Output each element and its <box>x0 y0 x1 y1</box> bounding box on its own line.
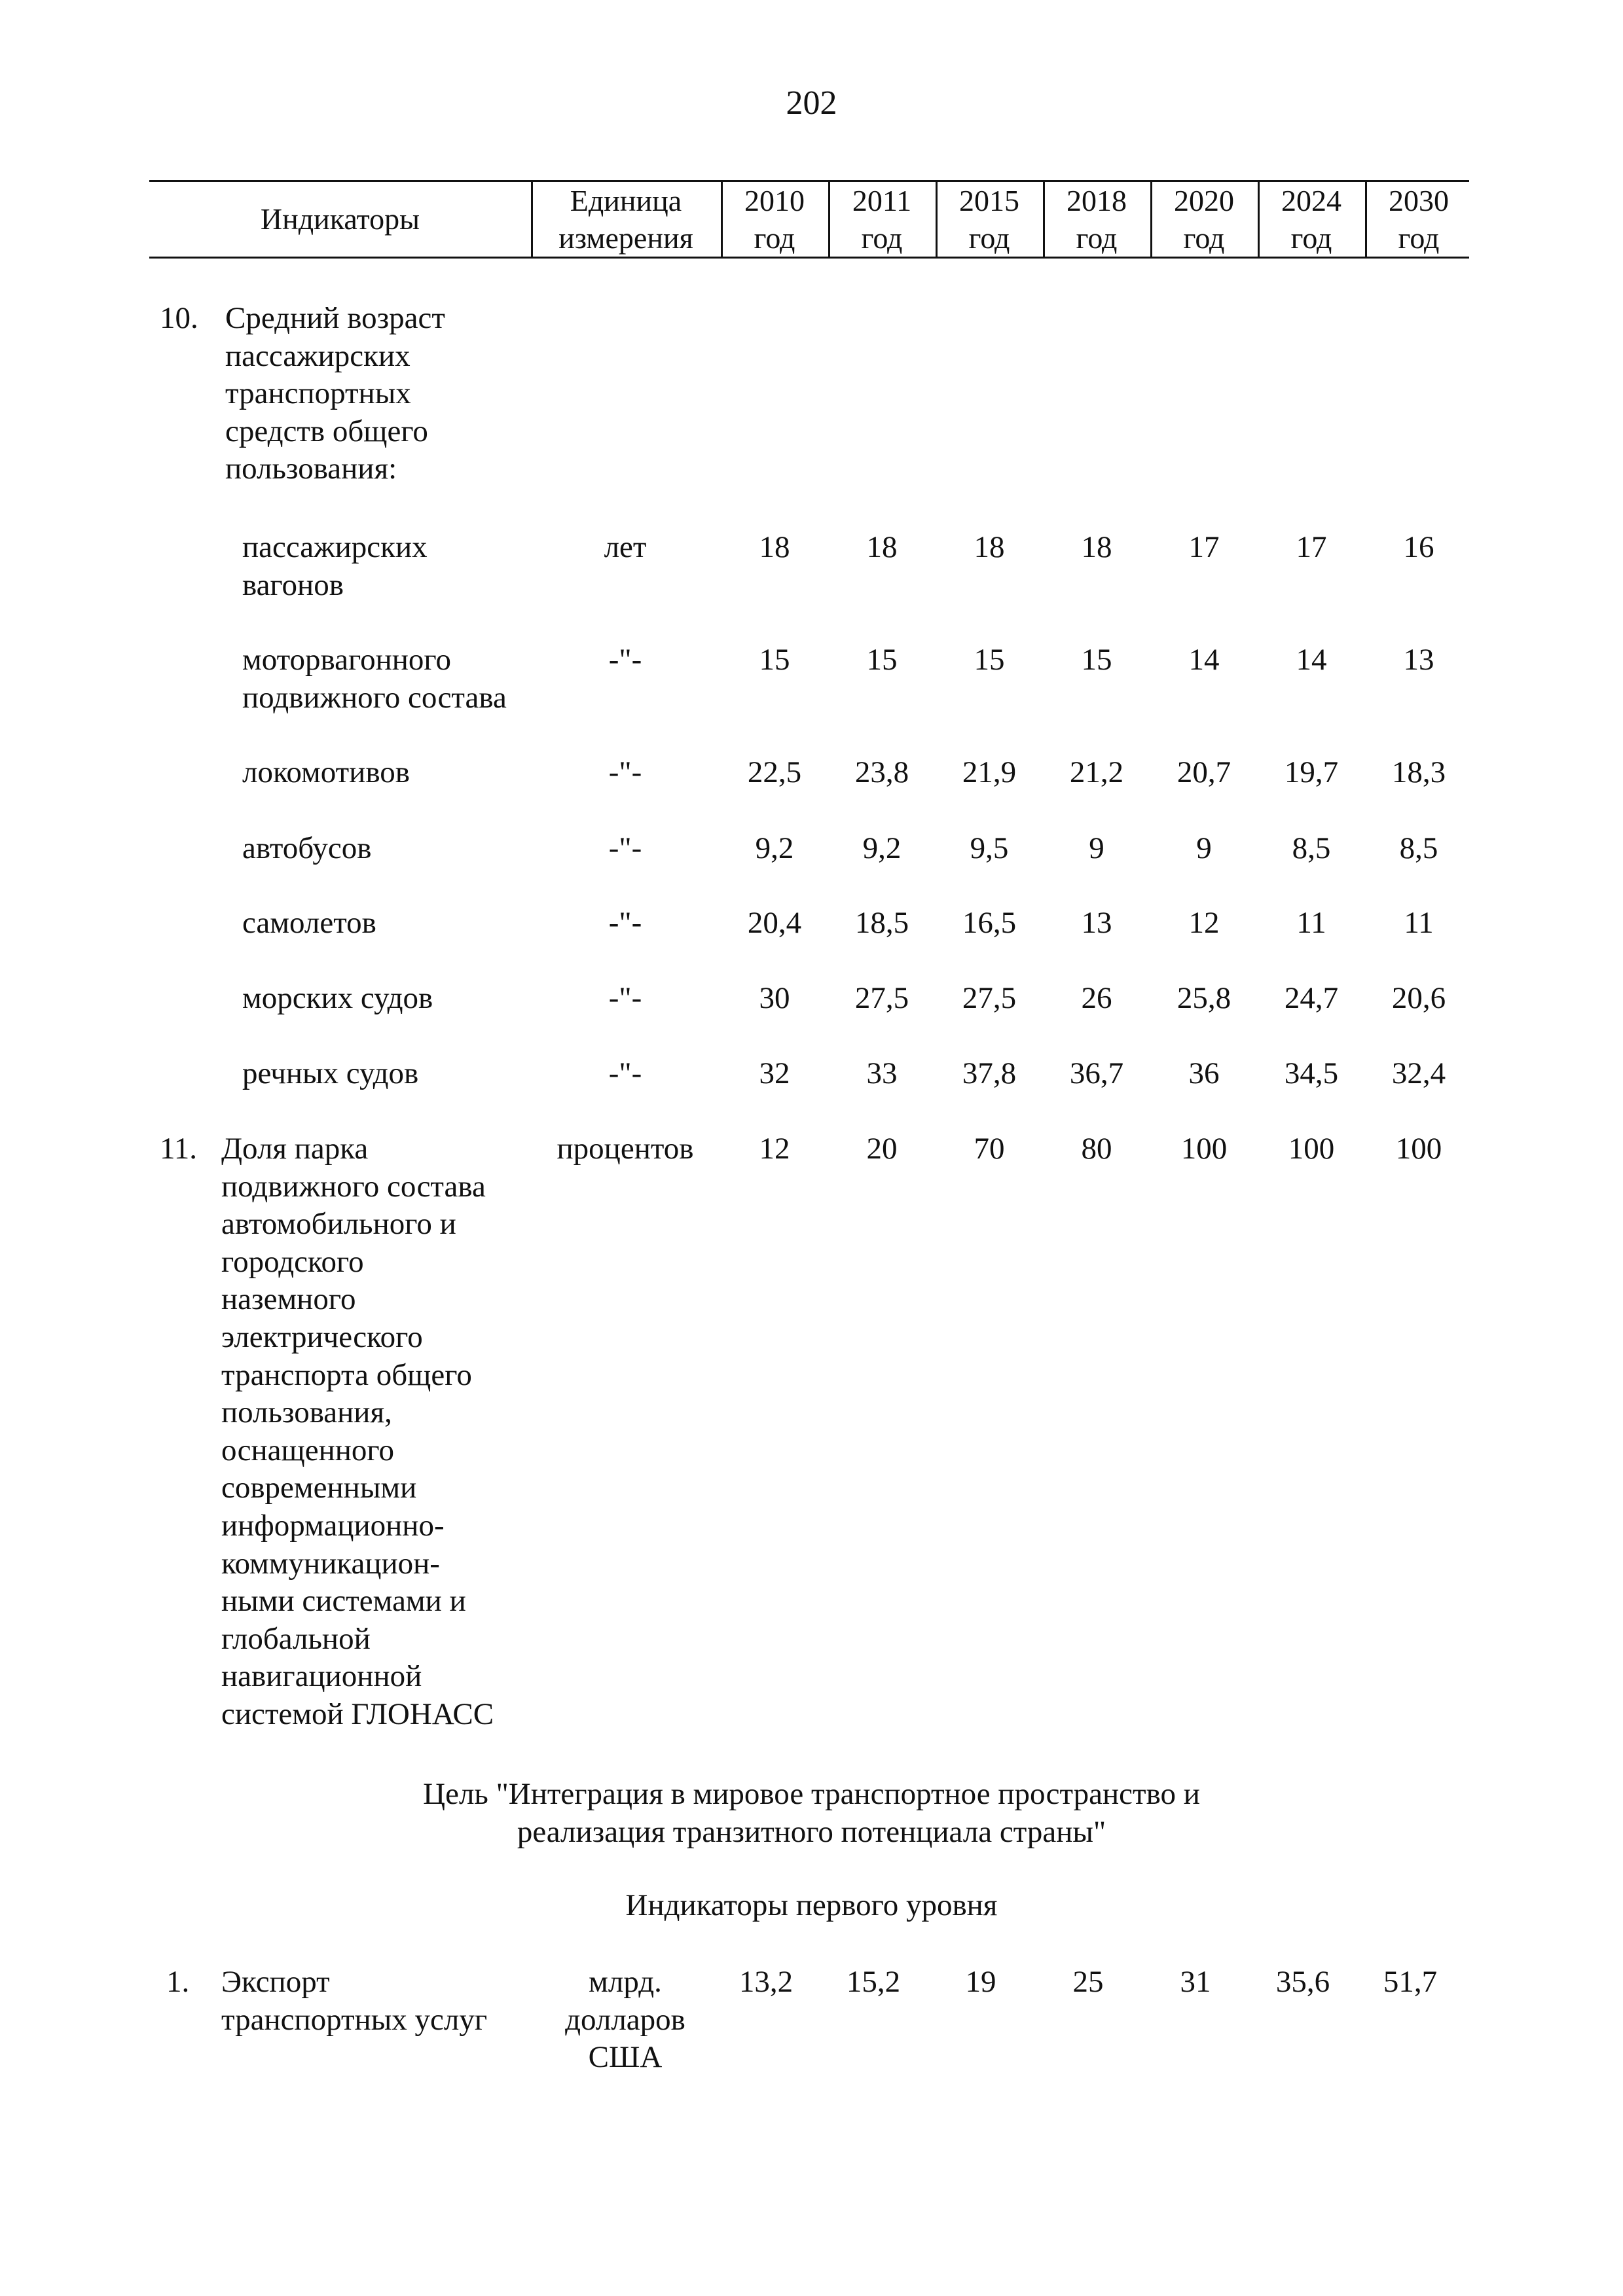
row-unit: -"- <box>608 1056 642 1090</box>
cell-2011: 9,2 <box>862 831 902 865</box>
cell-2010: 22,5 <box>747 755 802 789</box>
header-indicators: Индикаторы <box>260 202 420 236</box>
title-line: навигационной <box>221 1659 422 1694</box>
cell-2010: 32 <box>759 1056 790 1090</box>
header-year-2024 <box>1258 182 1365 257</box>
title-line: наземного <box>221 1282 356 1317</box>
header-year-2011 <box>828 182 936 257</box>
row-label <box>242 830 371 868</box>
title-line: средств общего <box>225 414 428 448</box>
cell-2030: 18,3 <box>1391 755 1446 789</box>
cell-2024: 35,6 <box>1275 1965 1330 1999</box>
cell-2018: 21,2 <box>1069 755 1124 789</box>
header-year-2015 <box>936 182 1043 257</box>
cell-2015: 37,8 <box>962 1056 1017 1090</box>
cell-2020: 36 <box>1188 1056 1220 1090</box>
title-line: информационно- <box>221 1508 445 1543</box>
cell-2015: 27,5 <box>962 981 1017 1015</box>
label-line: самолетов <box>242 906 376 940</box>
cell-2015: 9,5 <box>970 831 1009 865</box>
cell-2030: 13 <box>1403 643 1434 677</box>
label-line: моторвагонного <box>242 643 451 677</box>
title-line: Доля парка <box>221 1132 369 1166</box>
cell-2010: 15 <box>759 643 790 677</box>
header-year-label: 2011 <box>852 184 912 217</box>
cell-2015: 15 <box>974 643 1005 677</box>
goal-line: реализация транзитного потенциала страны" <box>517 1815 1106 1849</box>
cell-2024: 24,7 <box>1284 981 1339 1015</box>
goal-line: Цель "Интеграция в мировое транспортное пространство и <box>423 1777 1200 1811</box>
row-unit: процентов <box>556 1132 694 1166</box>
cell-2010: 12 <box>759 1132 790 1166</box>
title-line: транспортных услуг <box>221 2002 488 2037</box>
cell-2020: 31 <box>1180 1965 1211 1999</box>
cell-2020: 25,8 <box>1176 981 1231 1015</box>
cell-2024: 8,5 <box>1292 831 1331 865</box>
cell-2011: 27,5 <box>854 981 909 1015</box>
row-label <box>242 754 410 792</box>
row-label <box>242 905 376 942</box>
header-year-2020 <box>1150 182 1258 257</box>
cell-2020: 14 <box>1188 643 1220 677</box>
header-year-label: 2015 <box>959 184 1019 217</box>
unit-line: млрд. <box>589 1965 662 1999</box>
header-unit-line2: измерения <box>558 221 693 255</box>
title-line: подвижного состава <box>221 1169 486 1204</box>
row-1-number: 1. <box>166 1965 190 1999</box>
cell-2020: 100 <box>1180 1132 1228 1166</box>
cell-2011: 20 <box>866 1132 898 1166</box>
row-unit: -"- <box>608 755 642 789</box>
title-line: ными системами и <box>221 1584 466 1619</box>
header-year-label: 2020 <box>1174 184 1234 217</box>
header-year-suffix: год <box>1290 221 1332 255</box>
header-year-label: 2018 <box>1067 184 1127 217</box>
title-line: электрического <box>221 1319 423 1354</box>
page-number: 202 <box>786 84 837 122</box>
cell-2011: 15 <box>866 643 898 677</box>
cell-2011: 15,2 <box>846 1965 901 1999</box>
title-line: городского <box>221 1244 364 1279</box>
cell-2010: 30 <box>759 981 790 1015</box>
title-line: автомобильного и <box>221 1207 456 1242</box>
header-year-suffix: год <box>1183 221 1225 255</box>
header-year-suffix: год <box>861 221 903 255</box>
cell-2011: 18,5 <box>854 906 909 940</box>
row-unit: лет <box>604 530 647 564</box>
cell-2030: 8,5 <box>1399 831 1438 865</box>
cell-2024: 19,7 <box>1284 755 1339 789</box>
cell-2030: 16 <box>1403 530 1434 564</box>
label-line: речных судов <box>242 1056 419 1090</box>
cell-2018: 18 <box>1081 530 1112 564</box>
cell-2015: 16,5 <box>962 906 1017 940</box>
title-line: глобальной <box>221 1621 371 1656</box>
row-10-number: 10. <box>160 301 198 335</box>
cell-2015: 18 <box>974 530 1005 564</box>
label-line: вагонов <box>242 567 344 602</box>
cell-2020: 20,7 <box>1176 755 1231 789</box>
title-line: транспорта общего <box>221 1357 472 1392</box>
label-line: пассажирских <box>242 530 428 564</box>
row-unit: -"- <box>608 906 642 940</box>
cell-2015: 21,9 <box>962 755 1017 789</box>
label-line: локомотивов <box>242 755 410 789</box>
cell-2010: 18 <box>759 530 790 564</box>
cell-2011: 18 <box>866 530 898 564</box>
cell-2030: 51,7 <box>1383 1965 1438 1999</box>
cell-2020: 17 <box>1188 530 1220 564</box>
cell-2018: 13 <box>1081 906 1112 940</box>
header-year-suffix: год <box>1398 221 1440 255</box>
header-year-2030 <box>1365 182 1472 257</box>
cell-2020: 9 <box>1196 831 1212 865</box>
row-11-number: 11. <box>160 1132 198 1166</box>
cell-2015: 19 <box>965 1965 996 1999</box>
row-10-title <box>225 300 445 488</box>
cell-2010: 13,2 <box>739 1965 793 1999</box>
cell-2024: 11 <box>1296 906 1326 940</box>
cell-2030: 32,4 <box>1391 1056 1446 1090</box>
title-line: коммуникацион- <box>221 1546 440 1581</box>
unit-line: США <box>588 2040 663 2075</box>
cell-2011: 33 <box>866 1056 898 1090</box>
title-line: оснащенного <box>221 1433 395 1467</box>
header-year-suffix: год <box>1076 221 1118 255</box>
row-unit: -"- <box>608 981 642 1015</box>
row-1-title <box>221 1964 487 2039</box>
cell-2030: 100 <box>1395 1132 1442 1166</box>
cell-2024: 14 <box>1296 643 1327 677</box>
cell-2018: 25 <box>1072 1965 1104 1999</box>
header-year-suffix: год <box>968 221 1010 255</box>
level-heading: Индикаторы первого уровня <box>625 1888 998 1922</box>
row-unit: -"- <box>608 831 642 865</box>
title-line: Средний возраст <box>225 301 445 335</box>
row-label <box>242 1055 418 1093</box>
header-year-label: 2024 <box>1281 184 1341 217</box>
row-unit <box>530 1964 720 2077</box>
title-line: Экспорт <box>221 1965 330 1999</box>
row-label <box>242 980 433 1018</box>
header-year-suffix: год <box>754 221 795 255</box>
row-unit: -"- <box>608 643 642 677</box>
title-line: пользования, <box>221 1395 392 1430</box>
cell-2010: 20,4 <box>747 906 802 940</box>
title-line: пользования: <box>225 452 397 486</box>
header-year-2010 <box>721 182 828 257</box>
cell-2018: 80 <box>1081 1132 1112 1166</box>
unit-line: долларов <box>565 2002 685 2037</box>
title-line: системой ГЛОНАСС <box>221 1696 494 1731</box>
cell-2015: 70 <box>974 1132 1005 1166</box>
cell-2030: 20,6 <box>1391 981 1446 1015</box>
header-year-label: 2010 <box>744 184 805 217</box>
cell-2011: 23,8 <box>854 755 909 789</box>
cell-2024: 17 <box>1296 530 1327 564</box>
row-11-title <box>221 1130 494 1734</box>
cell-2020: 12 <box>1188 906 1220 940</box>
cell-2010: 9,2 <box>755 831 794 865</box>
header-unit-line1: Единица <box>570 184 682 217</box>
table-header-bottom-rule <box>149 257 1469 259</box>
header-year-label: 2030 <box>1389 184 1449 217</box>
label-line: автобусов <box>242 831 372 865</box>
cell-2024: 34,5 <box>1284 1056 1339 1090</box>
cell-2018: 9 <box>1089 831 1104 865</box>
title-line: современными <box>221 1471 417 1505</box>
title-line: пассажирских <box>225 338 410 373</box>
cell-2018: 15 <box>1081 643 1112 677</box>
cell-2030: 11 <box>1404 906 1434 940</box>
row-label <box>242 529 428 604</box>
label-line: подвижного состава <box>242 680 507 715</box>
cell-2018: 36,7 <box>1069 1056 1124 1090</box>
row-label <box>242 641 507 717</box>
header-year-2018 <box>1043 182 1150 257</box>
cell-2018: 26 <box>1081 981 1112 1015</box>
header-unit <box>531 182 721 257</box>
title-line: транспортных <box>225 376 411 411</box>
label-line: морских судов <box>242 981 433 1015</box>
cell-2024: 100 <box>1288 1132 1335 1166</box>
